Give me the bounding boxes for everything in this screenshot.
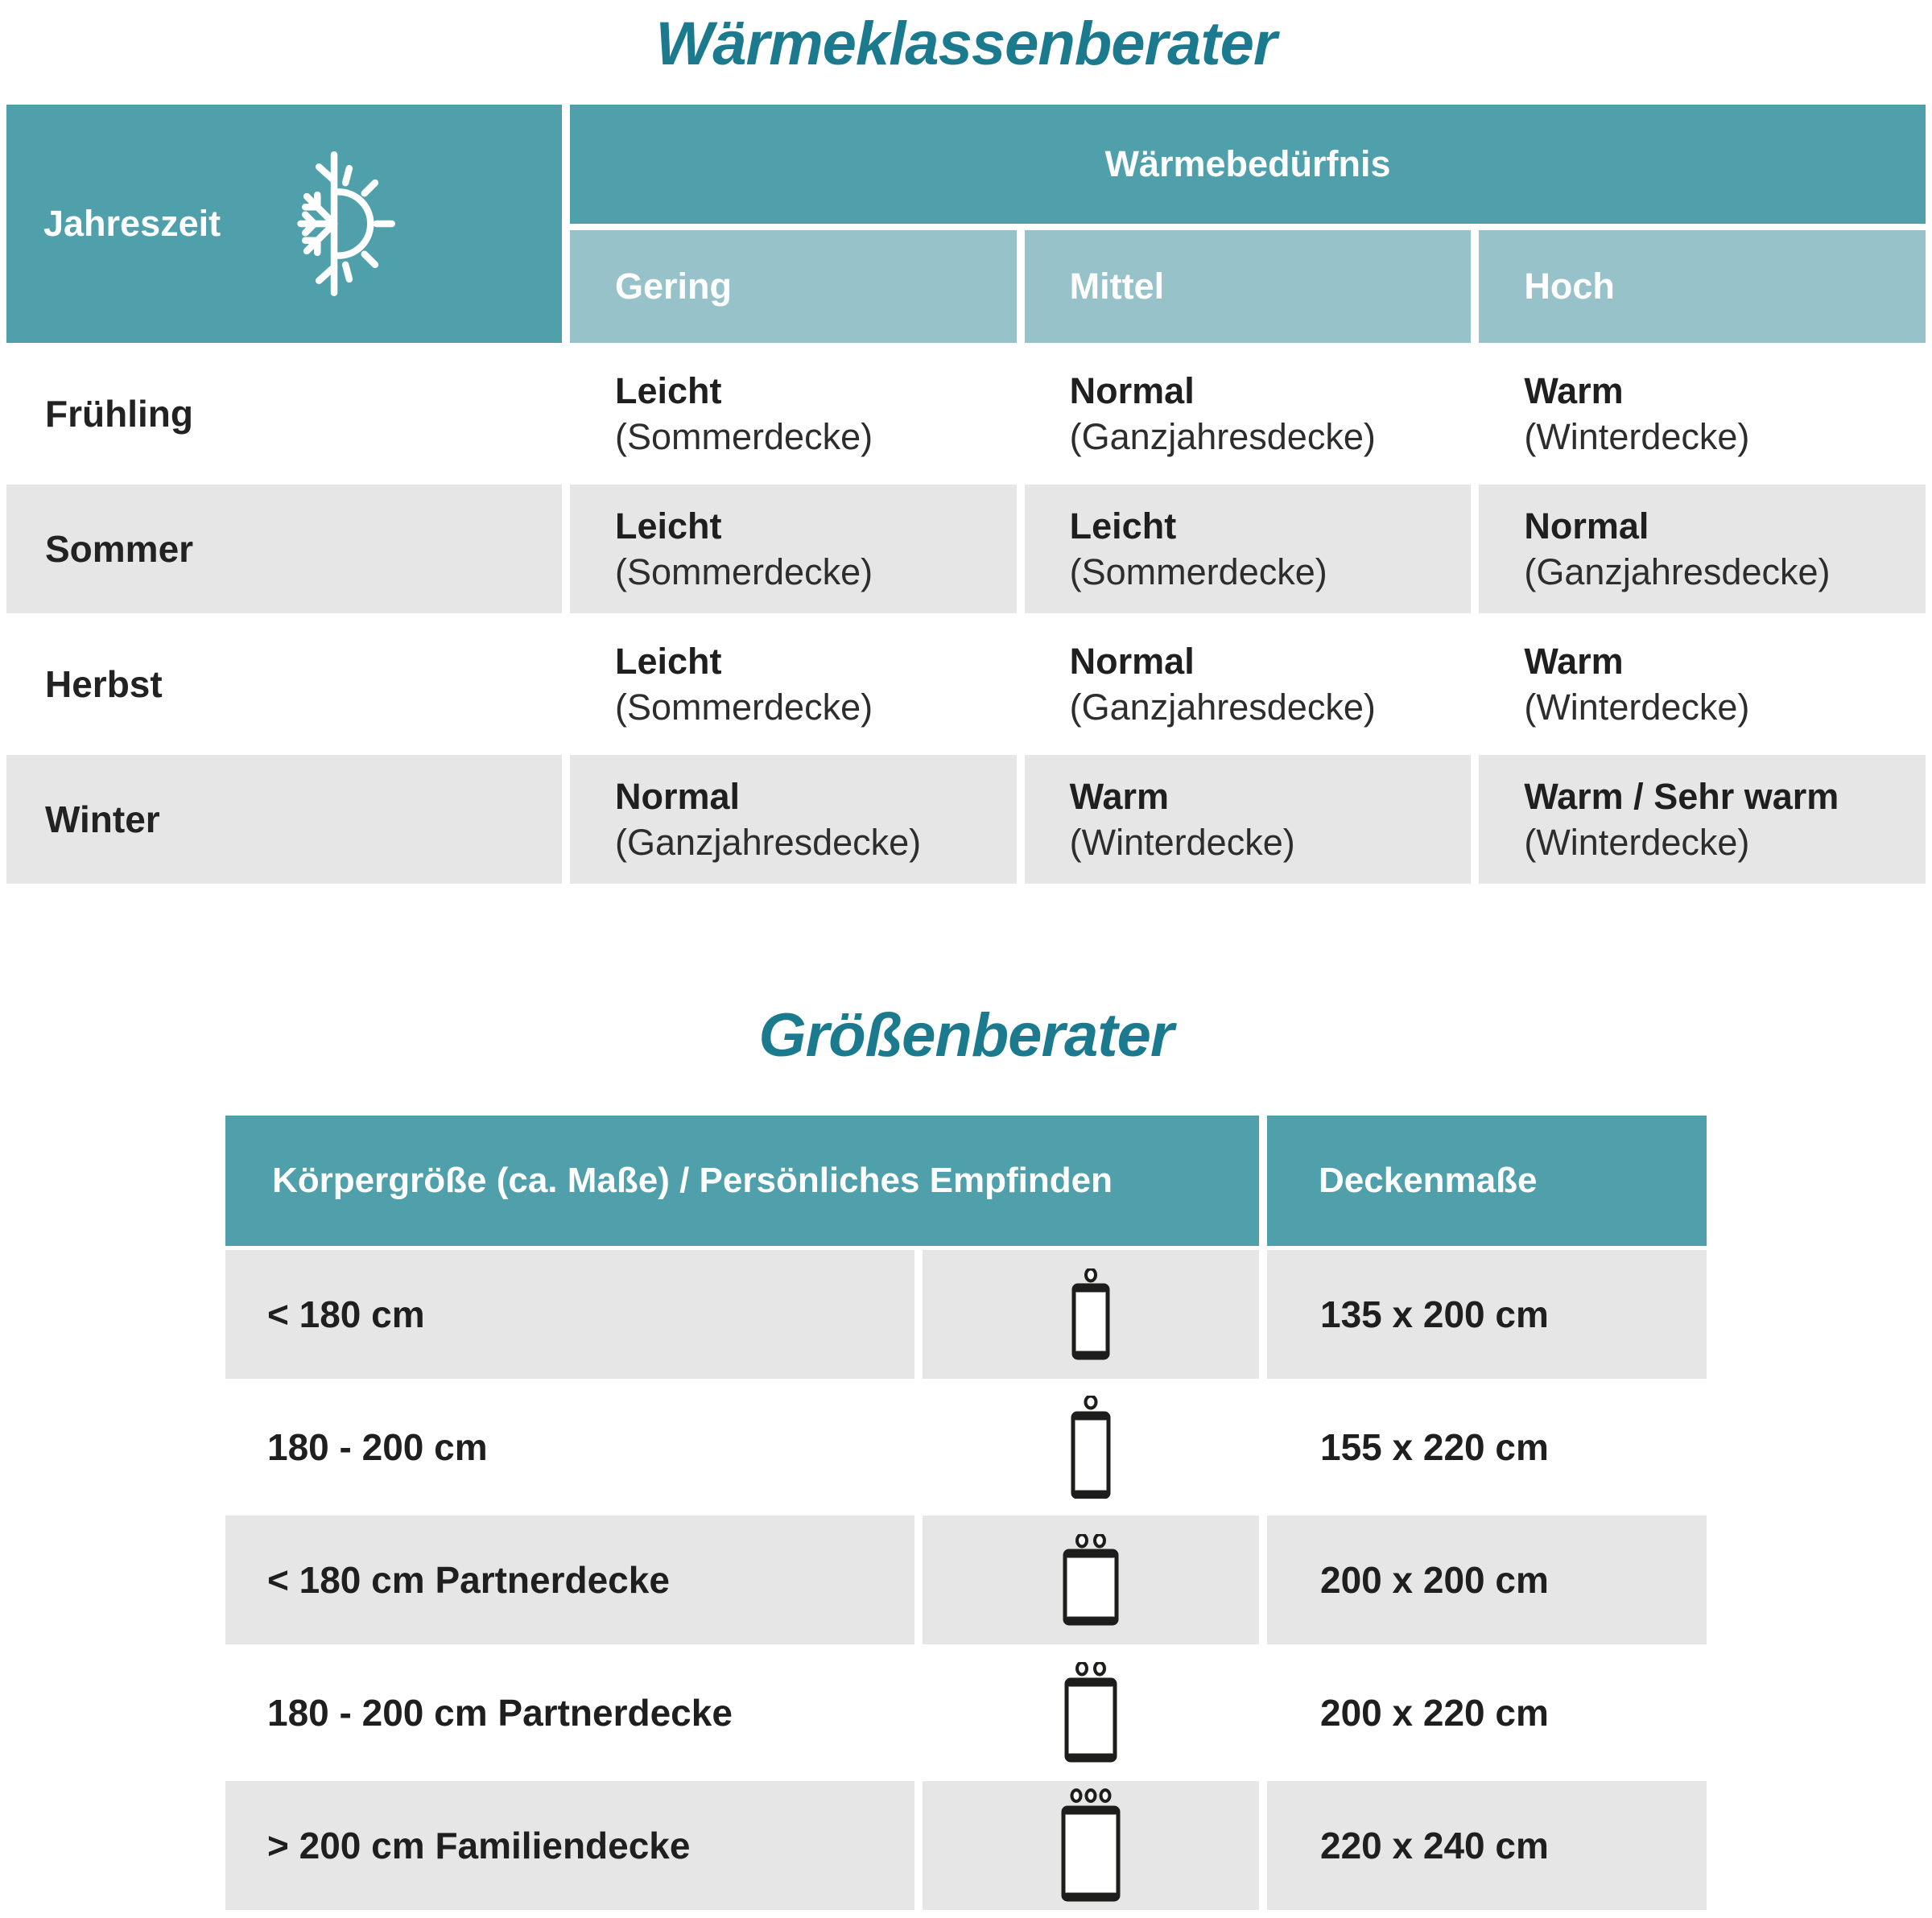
blanket-size-value: 220 x 240 cm xyxy=(1267,1781,1707,1910)
body-size-label: 180 - 200 cm xyxy=(225,1383,914,1512)
blanket-2-person-icon xyxy=(1060,1534,1121,1626)
body-size-label: < 180 cm xyxy=(225,1250,914,1379)
icon-cell xyxy=(923,1383,1259,1512)
body-size-header: Körpergröße (ca. Maße) / Persönliches Empfinden xyxy=(225,1116,1259,1246)
warmth-table xyxy=(6,105,1926,884)
cell-main: Leicht xyxy=(1069,505,1177,547)
cell-main: Normal xyxy=(1524,505,1649,547)
cell-sub: (Winterdecke) xyxy=(1524,687,1750,728)
cell-main: Normal xyxy=(1069,370,1195,412)
icon-cell xyxy=(923,1648,1259,1777)
cell-main: Normal xyxy=(615,776,741,818)
cell-sub: (Ganzjahresdecke) xyxy=(1524,551,1831,593)
blanket-size-value: 200 x 220 cm xyxy=(1267,1648,1707,1777)
blanket-2-person-icon xyxy=(1062,1662,1120,1763)
cell-main: Warm xyxy=(1524,370,1624,412)
cell-main: Leicht xyxy=(615,370,722,412)
season-label: Frühling xyxy=(6,349,562,478)
cell-main: Warm / Sehr warm xyxy=(1524,776,1839,818)
table-cell xyxy=(570,755,1017,884)
cell-sub: (Sommerdecke) xyxy=(615,687,873,728)
table-cell xyxy=(1479,485,1926,613)
cell-sub: (Winterdecke) xyxy=(1524,416,1750,458)
blanket-size-value: 135 x 200 cm xyxy=(1267,1250,1707,1379)
body-size-label: 180 - 200 cm Partnerdecke xyxy=(225,1648,914,1777)
cell-sub: (Winterdecke) xyxy=(1524,822,1750,864)
icon-cell xyxy=(923,1516,1259,1644)
blanket-1-person-icon xyxy=(1067,1268,1114,1360)
cell-main: Leicht xyxy=(615,505,722,547)
table-cell xyxy=(1479,755,1926,884)
snowflake-sun-icon xyxy=(295,144,401,303)
cell-main: Warm xyxy=(1524,641,1624,683)
warmth-need-group-header: Wärmebedürfnis xyxy=(570,105,1926,224)
warmth-table-title: Wärmeklassenberater xyxy=(655,10,1277,78)
cell-main: Leicht xyxy=(615,641,722,683)
column-header-gering: Gering xyxy=(570,230,1017,343)
blanket-1-person-icon xyxy=(1067,1396,1115,1499)
blanket-size-header: Deckenmaße xyxy=(1267,1116,1707,1246)
season-label: Herbst xyxy=(6,620,562,749)
cell-sub: (Sommerdecke) xyxy=(1069,551,1327,593)
season-label: Sommer xyxy=(6,485,562,613)
table-cell xyxy=(570,620,1017,749)
cell-sub: (Ganzjahresdecke) xyxy=(615,822,922,864)
cell-sub: (Winterdecke) xyxy=(1069,822,1295,864)
blanket-size-value: 155 x 220 cm xyxy=(1267,1383,1707,1512)
column-header-hoch: Hoch xyxy=(1479,230,1926,343)
cell-sub: (Ganzjahresdecke) xyxy=(1069,416,1376,458)
table-cell xyxy=(1025,620,1472,749)
season-label: Winter xyxy=(6,755,562,884)
cell-sub: (Sommerdecke) xyxy=(615,551,873,593)
body-size-label: < 180 cm Partnerdecke xyxy=(225,1516,914,1644)
size-table-title: Größenberater xyxy=(758,1001,1174,1070)
cell-main: Warm xyxy=(1069,776,1170,818)
size-table xyxy=(225,1116,1707,1910)
season-header-cell xyxy=(6,105,562,343)
body-size-label: > 200 cm Familiendecke xyxy=(225,1781,914,1910)
icon-cell xyxy=(923,1781,1259,1910)
table-cell xyxy=(570,485,1017,613)
blanket-size-value: 200 x 200 cm xyxy=(1267,1516,1707,1644)
blanket-3-person-icon xyxy=(1059,1788,1123,1903)
column-header-mittel: Mittel xyxy=(1025,230,1472,343)
table-cell xyxy=(1479,620,1926,749)
table-cell xyxy=(1479,349,1926,478)
cell-sub: (Ganzjahresdecke) xyxy=(1069,687,1376,728)
cell-main: Normal xyxy=(1069,641,1195,683)
table-cell xyxy=(570,349,1017,478)
table-cell xyxy=(1025,349,1472,478)
icon-cell xyxy=(923,1250,1259,1379)
table-cell xyxy=(1025,755,1472,884)
table-cell xyxy=(1025,485,1472,613)
cell-sub: (Sommerdecke) xyxy=(615,416,873,458)
season-header-label: Jahreszeit xyxy=(43,203,221,245)
